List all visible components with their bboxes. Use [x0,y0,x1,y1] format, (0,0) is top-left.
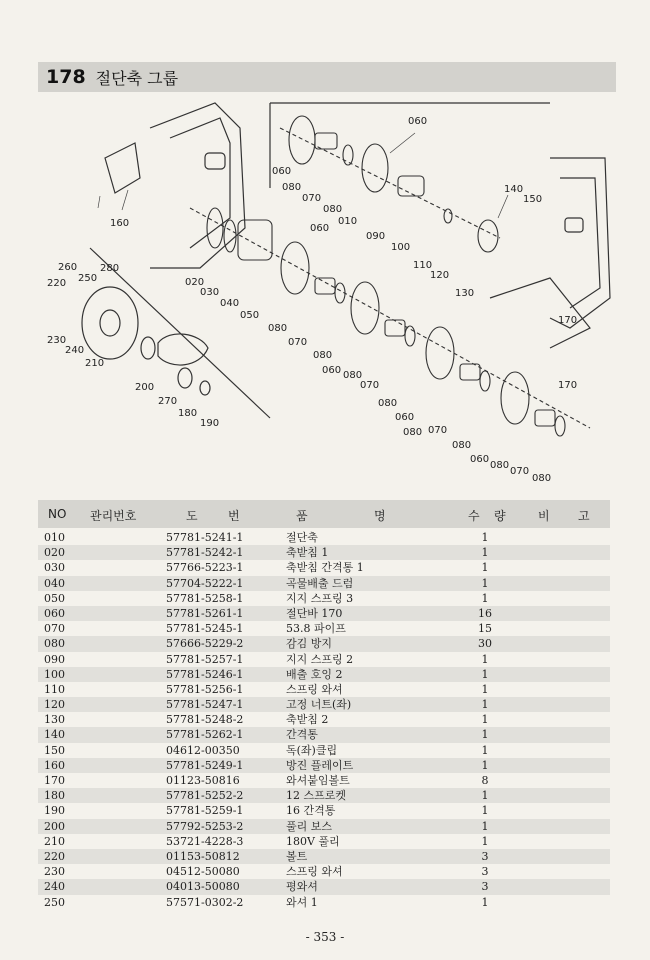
diagram-label: 250 [78,273,98,284]
part-name: 와셔 1 [286,895,318,909]
part-no: 190 [44,804,65,818]
drum-040 [238,220,272,260]
left-frame-outline [150,103,245,268]
drawing-number: 01123-50816 [166,774,240,787]
diagram-label: 070 [302,193,322,204]
part-name: 배출 호잉 2 [286,667,343,681]
drawing-number: 57781-5242-1 [166,546,244,560]
part-name: 곡물배출 드럼 [286,576,354,590]
drawing-number: 57792-5253-2 [166,819,244,833]
part-name: 지지 스프링 2 [286,652,354,666]
part-no: 110 [44,682,65,696]
quantity: 1 [481,546,489,560]
right-frame-outline [550,158,610,328]
quantity: 1 [481,561,489,575]
quantity: 1 [481,652,489,666]
part-name: 간격통 [286,728,318,742]
diagram-label: 060 [408,116,428,127]
hub-100 [398,176,424,196]
parts-table-body [38,530,610,910]
drawing-number: 57666-5229-2 [166,637,244,651]
table-row [38,895,610,910]
table-row [38,697,610,712]
upper-disc-a [289,116,315,164]
diagram-label: 030 [200,287,220,298]
part-no: 080 [44,637,65,651]
drawing-number: 57781-5241-1 [166,531,244,544]
spacer-030 [224,220,236,252]
quantity: 1 [481,591,489,605]
part-name: 절단축 [286,531,318,544]
quantity: 1 [481,728,489,742]
part-name: 볼트 [286,849,308,863]
diagram-label: 090 [366,231,386,242]
quantity: 30 [478,637,492,651]
group-title-bar [38,62,616,92]
part-name: 53.8 파이프 [286,622,346,636]
right-frame-slot [565,218,583,232]
guard-ring-c [480,371,490,391]
diagram-label: 270 [158,396,178,407]
part-no: 180 [44,789,65,803]
part-name: 풀리 보스 [286,819,333,833]
table-row [38,879,610,894]
drawing-number: 57781-5258-1 [166,591,244,605]
quantity: 1 [481,576,489,590]
table-row [38,758,610,773]
drawing-number: 57781-5247-1 [166,698,244,712]
col-qty-1: 수 [468,509,480,523]
table-row [38,545,610,560]
part-no: 060 [44,606,65,620]
part-name: 축받침 2 [286,713,329,727]
sprocket-180 [178,368,192,388]
parts-table-header [38,500,610,528]
diagram-label: 210 [85,358,105,369]
part-no: 070 [44,622,65,636]
table-row [38,636,610,651]
cut-disc-c [426,327,454,379]
drawing-number: 04512-50080 [166,865,240,879]
col-qty-2: 량 [494,509,506,523]
part-name: 와셔붙임볼트 [286,774,350,787]
diagram-label: 080 [532,473,552,484]
quantity: 1 [481,698,489,712]
table-row [38,849,610,864]
lower-frame-bracket [490,278,590,348]
part-no: 210 [44,834,65,848]
drawing-number: 57781-5252-2 [166,789,244,803]
group-title: 절단축 그룹 [95,68,179,88]
diagram-label: 080 [268,323,288,334]
part-name: 180V 풀리 [286,834,340,848]
diagram-label: 080 [323,204,343,215]
col-mgmt: 관리번호 [90,509,137,523]
part-name: 절단바 170 [286,606,343,620]
col-name-2: 명 [374,509,386,523]
upper-disc-b [362,144,388,192]
drawing-number: 57781-5259-1 [166,804,244,818]
diagram-label: 060 [322,365,342,376]
table-row [38,667,610,682]
diagram-label: 080 [313,350,333,361]
diagram-label: 100 [391,242,411,253]
part-no: 140 [44,728,65,742]
part-name: 평와셔 [286,880,318,894]
diagram-label: 220 [47,278,67,289]
pipe-d [535,410,555,426]
diagram-label: 080 [490,460,510,471]
drawing-number: 57704-5222-1 [166,576,244,590]
diagram-label: 040 [220,298,240,309]
guard-ring-b [405,326,415,346]
quantity: 1 [481,713,489,727]
drawing-number: 57781-5245-1 [166,622,244,636]
col-rem-2: 고 [578,509,590,523]
diagram-label: 070 [428,425,448,436]
diagram-label: 190 [200,418,220,429]
quantity: 3 [481,865,489,879]
part-no: 160 [44,758,65,772]
quantity: 1 [481,895,489,909]
diagram-label: 130 [455,288,475,299]
table-row [38,819,610,834]
guard-ring-d [555,416,565,436]
diagram-label: 170 [558,380,578,391]
quantity: 1 [481,682,489,696]
diagram-label: 150 [523,194,543,205]
drawing-number: 57766-5223-1 [166,561,244,575]
left-frame-inner [170,118,230,248]
drawing-number: 53721-4228-3 [166,834,244,848]
table-row [38,621,610,636]
part-no: 220 [44,849,65,863]
diagram-label: 080 [343,370,363,381]
diagram-label: 180 [178,408,198,419]
drawing-number: 57781-5262-1 [166,728,244,742]
part-no: 230 [44,865,65,879]
diagram-label: 060 [310,223,330,234]
table-row [38,560,610,575]
diagram-label: 120 [430,270,450,281]
part-name: 축받침 간격통 1 [286,561,364,575]
quantity: 1 [481,531,489,544]
diagram-label: 080 [403,427,423,438]
left-frame-slot [205,153,225,169]
table-row [38,743,610,758]
nut-120 [444,209,452,223]
table-row [38,712,610,727]
upper-shaft-axis [280,128,500,238]
diagram-label: 080 [282,182,302,193]
part-no: 020 [44,546,65,560]
part-name: 지지 스프링 3 [286,591,354,605]
right-frame-inner [560,178,600,308]
cut-disc-d [501,372,529,424]
drawing-number: 57781-5246-1 [166,667,244,681]
quantity: 3 [481,849,489,863]
col-name-1: 품 [296,509,308,523]
quantity: 16 [478,606,492,620]
cut-disc-a [281,242,309,294]
pipe-c [460,364,480,380]
quantity: 1 [481,667,489,681]
pulley-210 [82,287,138,359]
upper-ring-a [343,145,353,165]
part-name: 감김 방지 [286,637,333,651]
col-dwg-1: 도 [186,509,198,523]
diagram-label: 280 [100,263,120,274]
diagram-label-group [47,116,577,484]
pulley-hub [100,310,120,336]
part-no: 150 [44,743,65,757]
group-number: 178 [46,66,86,88]
quantity: 1 [481,819,489,833]
diagram-label: 200 [135,382,155,393]
diagram-label: 140 [504,184,524,195]
diagram-label: 070 [288,337,308,348]
drawing-number: 57781-5261-1 [166,606,244,620]
quantity: 1 [481,834,489,848]
drawing-number: 04013-50080 [166,880,240,894]
part-no: 120 [44,698,65,712]
cut-disc-b [351,282,379,334]
table-row [38,682,610,697]
quantity: 1 [481,789,489,803]
table-row [38,864,610,879]
diagram-label: 050 [240,310,260,321]
table-row [38,576,610,591]
quantity: 1 [481,743,489,757]
diagram-label: 060 [470,454,490,465]
bearing-020 [207,208,223,248]
chain-270 [158,334,208,365]
part-name: 방진 플레이트 [286,758,354,772]
table-row [38,606,610,621]
table-row [38,788,610,803]
diagram-label: 260 [58,262,78,273]
drawing-number: 57781-5249-1 [166,758,244,772]
drawing-number: 57781-5257-1 [166,652,244,666]
diagram-label: 010 [338,216,358,227]
part-no: 090 [44,652,65,666]
part-no: 030 [44,561,65,575]
dust-plate [105,143,140,193]
drawing-number: 57781-5248-2 [166,713,244,727]
table-row [38,773,610,788]
part-no: 200 [44,819,65,833]
exploded-parts-diagram [30,98,620,490]
diagram-label: 080 [378,398,398,409]
diagram-label: 240 [65,345,85,356]
part-name: 독(좌)클립 [286,743,338,757]
part-name: 16 간격통 [286,804,336,818]
spacer-190 [200,381,210,395]
drawing-number: 04612-00350 [166,743,240,757]
part-no: 250 [44,895,65,909]
col-no: NO [48,507,67,521]
quantity: 1 [481,804,489,818]
diagram-label: 070 [510,466,530,477]
diagram-label: 230 [47,335,67,346]
quantity: 8 [481,774,489,787]
part-no: 130 [44,713,65,727]
table-row [38,591,610,606]
diagram-label: 160 [110,218,130,229]
diagram-label: 170 [558,315,578,326]
part-no: 040 [44,576,65,590]
part-no: 050 [44,591,65,605]
diagram-label: 110 [413,260,433,271]
drawing-number: 01153-50812 [166,849,240,863]
diagram-label: 060 [395,412,415,423]
col-dwg-2: 번 [228,509,240,523]
pipe-b [385,320,405,336]
part-no: 170 [44,774,65,787]
table-row [38,652,610,667]
table-row [38,530,610,545]
diagram-label: 080 [452,440,472,451]
table-row [38,803,610,818]
diagram-label: 070 [360,380,380,391]
part-name: 고정 너트(좌) [286,698,352,712]
table-row [38,727,610,742]
table-row [38,834,610,849]
part-name: 스프링 와셔 [286,682,343,696]
diagram-label: 060 [272,166,292,177]
part-no: 240 [44,880,65,894]
boss-200 [141,337,155,359]
part-no: 100 [44,667,65,681]
part-name: 12 스프로켓 [286,789,346,803]
drawing-number: 57571-0302-2 [166,895,244,909]
quantity: 15 [478,622,492,636]
diagram-label: 020 [185,277,205,288]
drawing-number: 57781-5256-1 [166,682,244,696]
part-name: 축받침 1 [286,546,329,560]
page-number: - 353 - [305,930,345,944]
col-rem-1: 비 [538,509,550,523]
quantity: 1 [481,758,489,772]
part-no: 010 [44,531,65,544]
quantity: 3 [481,880,489,894]
part-name: 스프링 와셔 [286,865,343,879]
